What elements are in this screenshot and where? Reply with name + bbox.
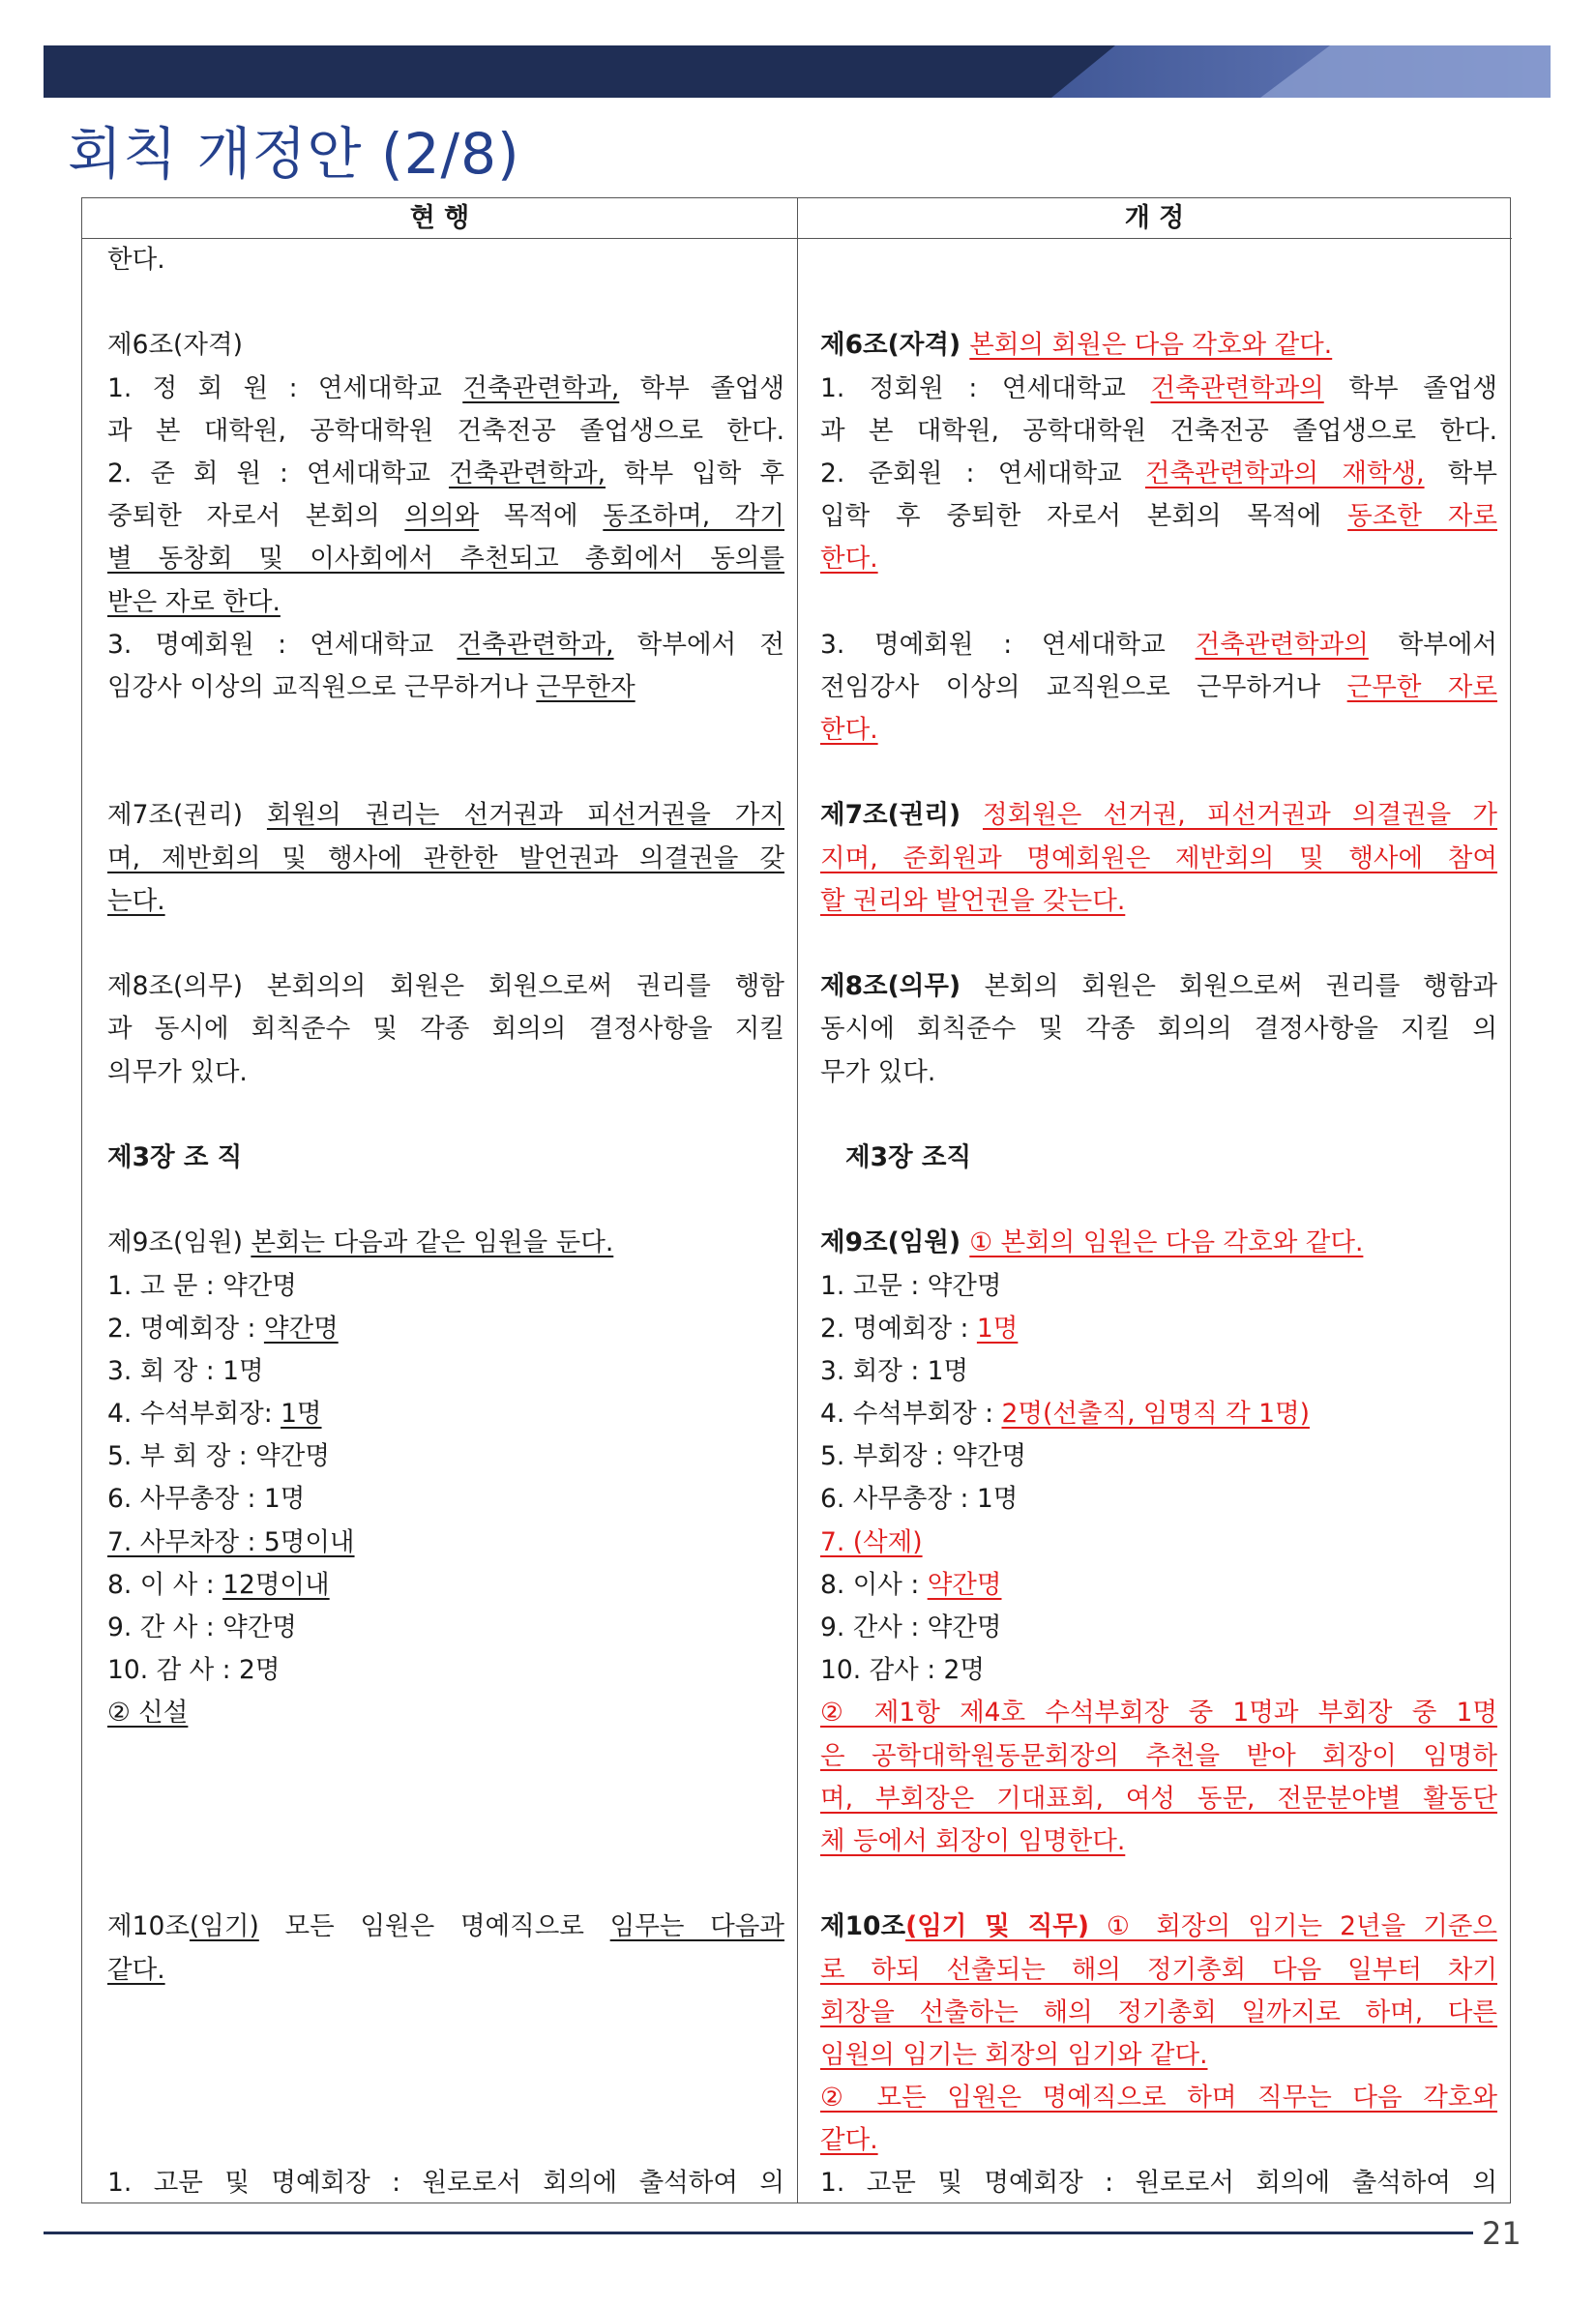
article-9: 제9조(임원) 본회는 다음과 같은 임원을 둔다. (107, 1227, 614, 1258)
text-line: 1. 정회원 : 연세대학교 건축관련학과의 학부 졸업생 (820, 372, 1497, 403)
text-line: 로 하되 선출되는 해의 정기총회 다음 일부터 차기 (820, 1954, 1497, 1985)
text-line: 입학 후 중퇴한 자로서 본회의 목적에 동조한 자로 (820, 501, 1497, 532)
text-line: 지며, 준회원과 명예회원은 제반회의 및 행사에 참여 (820, 843, 1497, 873)
list-item: 5. 부회장 : 약간명 (820, 1441, 1027, 1472)
header-current: 현 행 (82, 198, 797, 239)
list-item: ② 신설 (107, 1698, 189, 1729)
current-column (107, 239, 784, 2203)
text-line: 은 공학대학원동문회장의 추천을 받아 회장이 임명하 (820, 1740, 1497, 1771)
article-8: 제8조(의무) 본회의 회원은 회원으로써 권리를 행함과 (820, 971, 1497, 1002)
list-item: 3. 회 장 : 1명 (107, 1355, 264, 1386)
article-7: 제7조(권리) 정회원은 선거권, 피선거권과 의결권을 가 (820, 800, 1497, 831)
header-bar (44, 45, 1551, 98)
list-item: 9. 간 사 : 약간명 (107, 1612, 297, 1642)
list-item: 7. 사무차장 : 5명이내 (107, 1526, 355, 1557)
text-line: 회장을 선출하는 해의 정기총회 일까지로 하며, 다른 (820, 1996, 1497, 2027)
text-line: 3. 명예회원 : 연세대학교 건축관련학과, 학부에서 전 (107, 629, 784, 660)
list-item: 2. 명예회장 : 1명 (820, 1313, 1019, 1344)
list-item: 5. 부 회 장 : 약간명 (107, 1441, 330, 1472)
article-9: 제9조(임원) ① 본회의 임원은 다음 각호와 같다. (820, 1227, 1364, 1258)
text-line: ② 모든 임원은 명예직으로 하며 직무는 다음 각호와 (820, 2083, 1497, 2114)
text-line: 며, 제반회의 및 행사에 관한한 발언권과 의결권을 갖 (107, 843, 784, 873)
article-7: 제7조(권리) 회원의 권리는 선거권과 피선거권을 가지 (107, 800, 784, 831)
revised-column (820, 239, 1497, 2203)
text-line: 한다. (820, 715, 878, 746)
text-line: 전임강사 이상의 교직원으로 근무하거나 근무한 자로 (820, 671, 1497, 702)
text-line: 는다. (107, 885, 165, 916)
text-line: 한다. (820, 544, 878, 575)
article-6-heading: 제6조(자격) 본회의 회원은 다음 각호와 같다. (820, 330, 1333, 361)
text-line: 1. 고문 및 명예회장 : 원로로서 회의에 출석하여 의 (820, 2168, 1497, 2199)
text-line: 2. 준회원 : 연세대학교 건축관련학과의 재학생, 학부 (820, 458, 1497, 488)
list-item: 8. 이 사 : 12명이내 (107, 1569, 330, 1600)
text-line: 할 권리와 발언권을 갖는다. (820, 885, 1126, 916)
list-item: 6. 사무총장 : 1명 (820, 1484, 1019, 1515)
list-item: 4. 수석부회장: 1명 (107, 1399, 322, 1430)
footer-line (44, 2232, 1473, 2234)
page-number: 21 (1482, 2215, 1522, 2252)
chapter-3-heading: 제3장 조직 (845, 1141, 972, 1172)
article-10: 제10조(임기) 모든 임원은 명예직으로 임무는 다음과 (107, 1911, 784, 1942)
list-item: 1. 고문 : 약간명 (820, 1270, 1002, 1301)
text-line: 임강사 이상의 교직원으로 근무하거나 근무한자 (107, 671, 635, 702)
text-line: 임원의 임기는 회장의 임기와 같다. (820, 2039, 1208, 2070)
list-item: 10. 감사 : 2명 (820, 1655, 985, 1686)
article-6-heading: 제6조(자격) (107, 330, 243, 361)
header-revised: 개 정 (797, 198, 1512, 239)
column-divider (797, 198, 798, 2203)
text-line: ② 제1항 제4호 수석부회장 중 1명과 부회장 중 1명 (820, 1698, 1497, 1729)
text-line: 과 본 대학원, 공학대학원 건축전공 졸업생으로 한다. (820, 415, 1497, 446)
text-line: 무가 있다. (820, 1056, 936, 1087)
text-line: 과 동시에 회칙준수 및 각종 회의의 결정사항을 지킬 (107, 1014, 784, 1045)
text-line: 체 등에서 회장이 임명한다. (820, 1825, 1126, 1856)
list-item: 3. 회장 : 1명 (820, 1355, 969, 1386)
list-item: 6. 사무총장 : 1명 (107, 1484, 306, 1515)
text-line: 한다. (107, 245, 165, 275)
article-10: 제10조(임기 및 직무) ① 회장의 임기는 2년을 기준으 (820, 1911, 1497, 1942)
list-item: 7. (삭제) (820, 1526, 923, 1557)
text-line: 별 동창회 및 이사회에서 추천되고 총회에서 동의를 (107, 544, 784, 575)
chapter-3-heading: 제3장 조 직 (107, 1141, 243, 1172)
list-item: 10. 감 사 : 2명 (107, 1655, 281, 1686)
page-title: 회칙 개정안 (2/8) (68, 121, 520, 187)
list-item: 2. 명예회장 : 약간명 (107, 1313, 339, 1344)
text-line: 받은 자로 한다. (107, 586, 281, 617)
text-line: 며, 부회장은 기대표회, 여성 동문, 전문분야별 활동단 (820, 1783, 1497, 1814)
text-line: 과 본 대학원, 공학대학원 건축전공 졸업생으로 한다. (107, 415, 784, 446)
text-line: 중퇴한 자로서 본회의 의의와 목적에 동조하며, 각기 (107, 501, 784, 532)
list-item: 1. 고 문 : 약간명 (107, 1270, 297, 1301)
text-line: 의무가 있다. (107, 1056, 248, 1087)
text-line: 같다. (820, 2125, 878, 2156)
text-line: 1. 정 회 원 : 연세대학교 건축관련학과, 학부 졸업생 (107, 372, 784, 403)
text-line: 1. 고문 및 명예회장 : 원로로서 회의에 출석하여 의 (107, 2168, 784, 2199)
text-line: 2. 준 회 원 : 연세대학교 건축관련학과, 학부 입학 후 (107, 458, 784, 488)
text-line: 같다. (107, 1954, 165, 1985)
list-item: 4. 수석부회장 : 2명(선출직, 임명직 각 1명) (820, 1399, 1310, 1430)
comparison-table (81, 197, 1511, 2203)
article-8: 제8조(의무) 본회의의 회원은 회원으로써 권리를 행함 (107, 971, 784, 1002)
list-item: 9. 간사 : 약간명 (820, 1612, 1002, 1642)
text-line: 3. 명예회원 : 연세대학교 건축관련학과의 학부에서 (820, 629, 1497, 660)
list-item: 8. 이사 : 약간명 (820, 1569, 1002, 1600)
text-line: 동시에 회칙준수 및 각종 회의의 결정사항을 지킬 의 (820, 1014, 1497, 1045)
